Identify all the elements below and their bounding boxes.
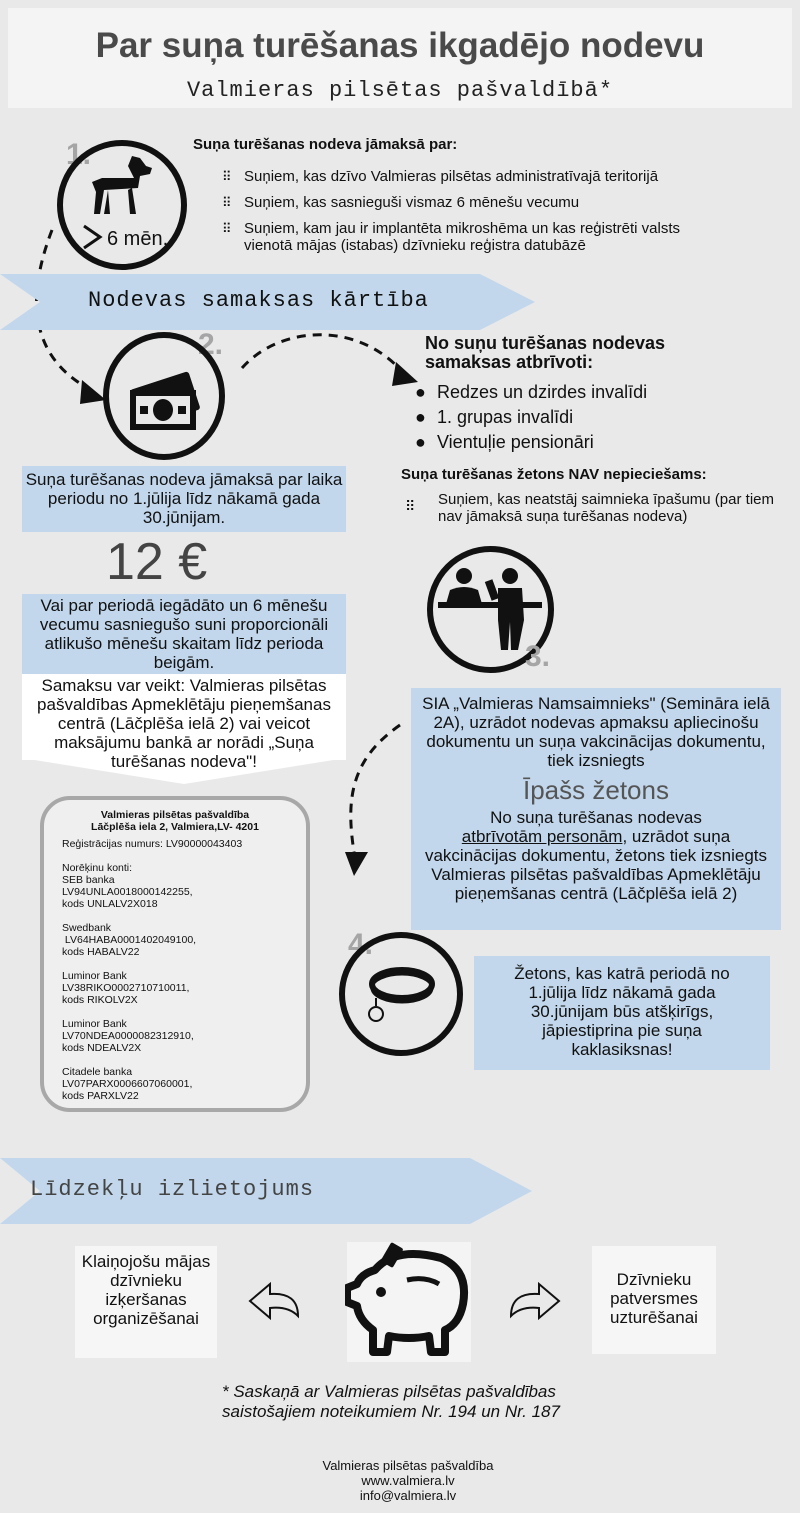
- step1-heading: Suņa turēšanas nodeva jāmaksā par:: [193, 136, 458, 153]
- bank-reg-number: Reģistrācijas numurs: LV90000043403: [62, 838, 243, 850]
- footer: [258, 1458, 558, 1503]
- exempt-list: [415, 380, 647, 455]
- footer-email-link[interactable]: info@valmiera.lv: [359, 1488, 457, 1503]
- list-item: ● Vientuļie pensionāri: [415, 432, 594, 452]
- banner-payment-order: Nodevas samaksas kārtība: [88, 288, 429, 313]
- usage-stray-animals: Klaiņojošu mājas dzīvnieku izķeršanas organizēšanai: [75, 1246, 217, 1358]
- list-item: ● 1. grupas invalīdi: [415, 407, 574, 427]
- usage-animal-shelter: Dzīvnieku patversmes uzturēšanai: [592, 1246, 716, 1354]
- token-not-needed-heading: Suņa turēšanas žetons NAV nepieciešams:: [401, 466, 707, 483]
- payment-text: Samaksu var veikt: Valmieras pilsētas pašvaldības Apmeklētāju pieņemšanas centrā (Lāčplēša ielā 2) vai veicot maksājumu bankā ar norādi „Suņa turēšanas nodeva"!: [37, 676, 331, 771]
- list-item: ⠿ Suņiem, kas sasnieguši vismaz 6 mēnešu vecumu: [222, 194, 580, 211]
- page-subtitle: Valmieras pilsētas pašvaldībā*: [186, 78, 614, 103]
- page-title: Par suņa turēšanas ikgadējo nodevu: [95, 26, 705, 65]
- bank-details-card: [40, 796, 310, 1112]
- token-not-needed-text: Suņiem, kas neatstāj saimnieka īpašumu (par tiem nav jāmaksā suņa turēšanas nodeva): [438, 491, 774, 525]
- bullet-arrow-icon: ⠿: [222, 221, 232, 236]
- proportional-box: Vai par periodā iegādāto un 6 mēnešu vecumu sasniegušo suni proporcionāli atlikušo mēnešu skaitam līdz perioda beigām.: [22, 594, 346, 674]
- step-number-2: 2.: [198, 328, 224, 361]
- age-badge: 6 mēn.: [107, 228, 169, 250]
- step1-list: [222, 168, 732, 254]
- fee-amount: 12 €: [106, 533, 208, 591]
- bank-entry: Swedbank LV64HABA0001402049100, kods HABALV22: [62, 922, 197, 958]
- bank-org-address: Lāčplēša iela 2, Valmiera,LV- 4201: [91, 821, 259, 833]
- bullet-arrow-icon: ⠿: [405, 498, 416, 514]
- greater-than-icon: [80, 222, 106, 252]
- bullet-arrow-icon: ⠿: [222, 195, 232, 210]
- bank-entry: SEB banka LV94UNLA0018000142255, kods UNLALV2X018: [62, 874, 193, 910]
- list-item: ● Redzes un dzirdes invalīdi: [415, 382, 648, 402]
- dog-collar-icon: [360, 962, 444, 1026]
- bank-accounts: Norēķinu konti: SEB banka LV94UNLA0018000142255, kods UNLALV2X018 Swedbank LV64HABA0001402049100, kods HABALV22 Luminor Bank LV38RIKO0002710710011, kods RIKOLV2X Luminor Bank LV70NDEA0000082312910, kods NDEALV2X Citadele banka LV07PARX0006607060001, kods PARXLV22: [62, 862, 197, 1102]
- exempt-token-text: No suņa turēšanas nodevas atbrīvotām personām, uzrādot suņa vakcinācijas dokumentu, žetons tiek izsniegts Valmieras pilsētas pašvaldības Apmeklētāju pieņemšanas centrā (Lāčplēša ielā 2): [424, 808, 768, 903]
- special-token-title: Īpašs žetons: [523, 775, 669, 805]
- footer-org: Valmieras pilsētas pašvaldība: [322, 1458, 494, 1473]
- namsaimnieks-text: SIA „Valmieras Namsaimnieks" (Semināra ielā 2A), uzrādot nodevas apmaksu apliecinošu dokumentu un suņa vakcinācijas dokumentu, tiek izsniegts: [422, 694, 770, 770]
- step-number-4: 4.: [348, 928, 374, 961]
- bank-entry: Citadele banka LV07PARX0006607060001, kods PARXLV22: [62, 1066, 193, 1102]
- banner-fund-usage: Līdzekļu izlietojums: [30, 1177, 315, 1202]
- bullet-arrow-icon: ⠿: [222, 169, 232, 184]
- step-number-1: 1.: [66, 138, 92, 171]
- list-item: ⠿ Suņiem, kam jau ir implantēta mikroshēma un kas reģistrēti valsts vienotā mājas (istabas) dzīvnieku reģistra datubāzē: [222, 220, 680, 254]
- period-box: Suņa turēšanas nodeva jāmaksā par laika periodu no 1.jūlija līdz nākamā gada 30.jūnijam.: [22, 466, 346, 532]
- step-number-3: 3.: [525, 640, 551, 673]
- collar-token-box: Žetons, kas katrā periodā no 1.jūlija līdz nākamā gada 30.jūnijam būs atšķirīgs, jāpiestiprina pie suņa kaklasiksnas!: [474, 956, 770, 1070]
- piggy-bank-icon: [345, 1240, 473, 1364]
- arrow-right-icon: [507, 1280, 561, 1322]
- exempt-persons-link[interactable]: atbrīvotām personām: [461, 827, 623, 846]
- bank-org-name: Valmieras pilsētas pašvaldība: [100, 809, 250, 821]
- exempt-heading: No suņu turēšanas nodevas samaksas atbrīvoti:: [425, 333, 666, 372]
- footnote: * Saskaņā ar Valmieras pilsētas pašvaldības saistošajiem noteikumiem Nr. 194 un Nr. 187: [222, 1382, 560, 1421]
- namsaimnieks-box: [411, 688, 781, 930]
- money-icon: [126, 360, 202, 432]
- arrow-left-icon: [248, 1280, 302, 1322]
- list-item: ⠿ Suņiem, kas dzīvo Valmieras pilsētas administratīvajā teritorijā: [222, 168, 659, 185]
- bank-entry: Luminor Bank LV70NDEA0000082312910, kods NDEALV2X: [62, 1018, 194, 1054]
- footer-website-link[interactable]: www.valmiera.lv: [361, 1473, 455, 1488]
- dog-icon: [88, 152, 158, 222]
- bank-entry: Luminor Bank LV38RIKO0002710710011, kods RIKOLV2X: [62, 970, 190, 1006]
